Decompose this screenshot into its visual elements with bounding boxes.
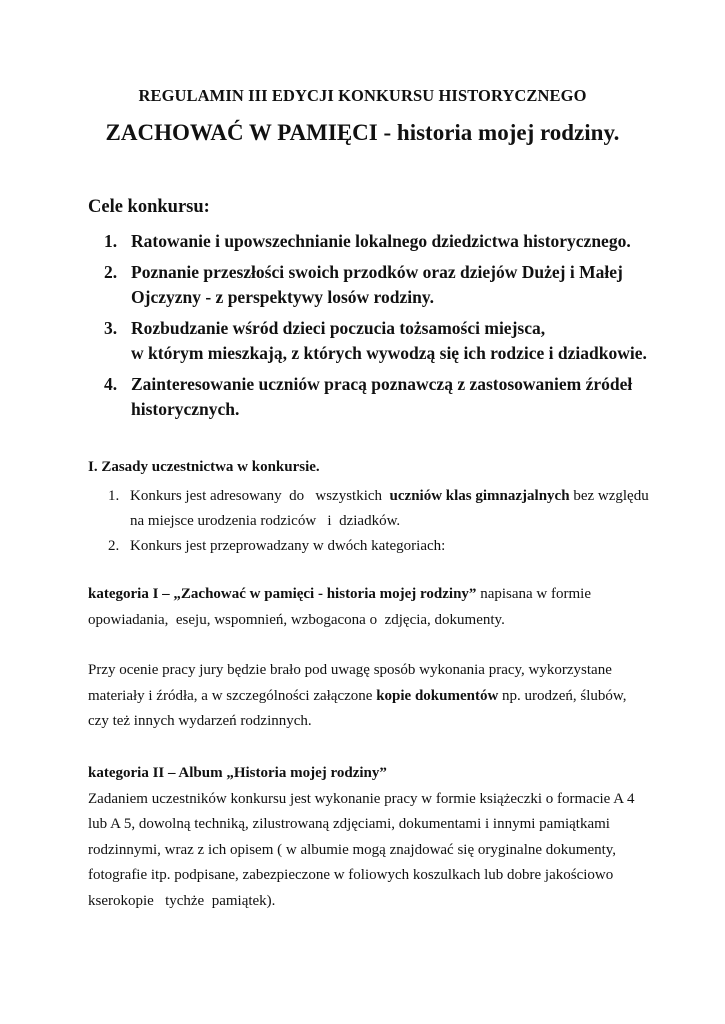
category-two-title-text: kategoria II – Album „Historia mojej rodziny” <box>88 765 387 781</box>
goal-text: Ratowanie i upowszechnianie lokalnego dziedzictwa historycznego. <box>131 231 631 251</box>
category-one-line <box>88 582 667 608</box>
rule-item <box>108 534 668 559</box>
evaluation-text: np. urodzeń, ślubów, <box>498 687 627 704</box>
goal-number: 4. <box>104 374 118 394</box>
evaluation-line: Przy ocenie pracy jury będzie brało pod uwagę sposób wykonania pracy, wykorzystane <box>88 662 612 678</box>
category-two-line: fotografie itp. podpisane, zabezpieczone w foliowych koszulkach lub dobre jakościowo <box>88 867 614 883</box>
evaluation-line: czy też innych wydarzeń rodzinnych. <box>88 713 312 729</box>
category-two-line: kserokopie tychże pamiątek). <box>88 892 276 909</box>
category-one-title: kategoria I – „Zachować w pamięci - historia mojej rodziny” <box>88 586 477 602</box>
goal-number: 3. <box>104 318 118 338</box>
goal-number: 2. <box>104 262 118 282</box>
category-one-description: napisana w formie <box>476 586 591 602</box>
rule-number: 1. <box>108 488 120 504</box>
category-two-line: rodzinnymi, wraz z ich opisem ( w albumie mogą znajdować się oryginalne dokumenty, <box>88 841 617 858</box>
rule-text <box>130 484 668 509</box>
goal-text-continued: historycznych. <box>131 399 240 419</box>
rule-item <box>108 484 668 534</box>
document-title: REGULAMIN III EDYCJI KONKURSU HISTORYCZNEGO <box>138 86 587 105</box>
contest-name: ZACHOWAĆ W PAMIĘCI - historia mojej rodziny. <box>105 120 620 145</box>
section-heading: I. Zasady uczestnictwa w konkursie. <box>88 459 320 475</box>
rule-text-emphasis: uczniów klas gimnazjalnych <box>389 488 570 504</box>
evaluation-line <box>88 684 667 710</box>
rule-text: Konkurs jest przeprowadzany w dwóch kategoriach: <box>130 538 446 554</box>
goal-item <box>104 229 664 254</box>
evaluation-paragraph <box>88 658 667 735</box>
goal-text-continued: Ojczyzny - z perspektywy losów rodziny. <box>131 287 434 307</box>
goal-item <box>104 260 664 310</box>
category-two-line: lub A 5, dowolną techniką, zilustrowaną zdjęciami, dokumentami i innymi pamiątkami <box>88 816 610 832</box>
category-one-paragraph <box>88 582 667 633</box>
goal-text: Rozbudzanie wśród dzieci poczucia tożsamości miejsca, <box>131 318 546 338</box>
goals-heading: Cele konkursu: <box>88 197 210 217</box>
category-two-title <box>88 761 667 787</box>
category-two-line: Zadaniem uczestników konkursu jest wykonanie pracy w formie książeczki o formacie A 4 <box>88 790 635 807</box>
evaluation-emphasis: kopie dokumentów <box>376 687 499 704</box>
rules-list <box>108 484 668 559</box>
goal-item <box>104 372 664 422</box>
category-two-paragraph <box>88 761 667 914</box>
rule-text-continued: na miejsce urodzenia rodziców i dziadków. <box>130 513 401 529</box>
rule-text-end: bez względu <box>569 488 649 504</box>
goal-number: 1. <box>104 231 118 251</box>
goal-text-continued: w którym mieszkają, z których wywodzą się ich rodzice i dziadkowie. <box>131 343 647 363</box>
evaluation-text: materiały i źródła, a w szczególności załączone <box>88 687 377 704</box>
goal-item <box>104 316 664 366</box>
goal-text: Poznanie przeszłości swoich przodków oraz dziejów Dużej i Małej <box>131 262 623 282</box>
rule-number: 2. <box>108 538 120 554</box>
category-one-line: opowiadania, eseju, wspomnień, wzbogacona o zdjęcia, dokumenty. <box>88 611 505 628</box>
rule-text-start: Konkurs jest adresowany do wszystkich <box>130 488 390 504</box>
goals-list <box>104 229 664 422</box>
goal-text: Zainteresowanie uczniów pracą poznawczą z zastosowaniem źródeł <box>131 374 633 394</box>
